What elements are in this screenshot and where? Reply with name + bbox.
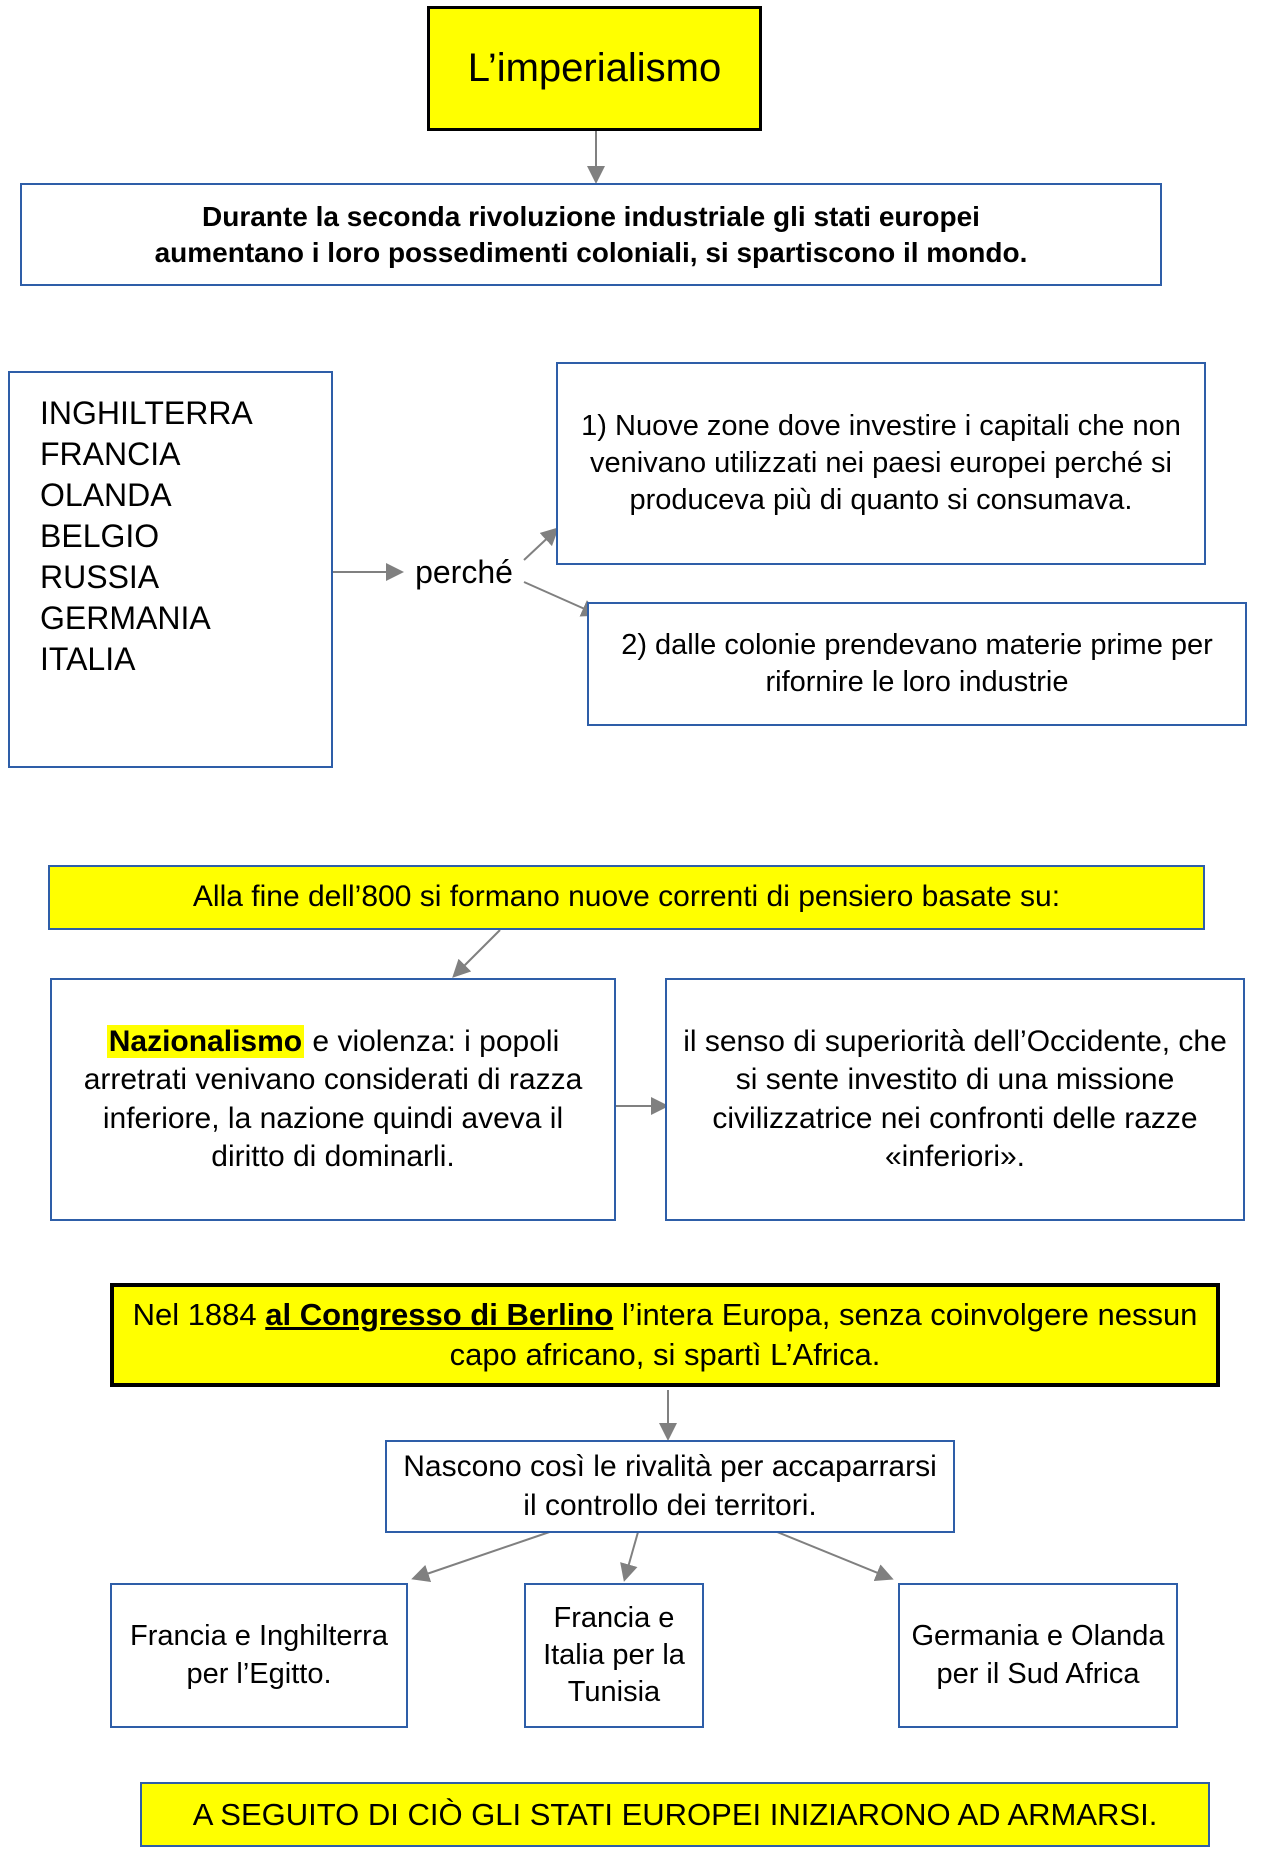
intro-line-1: Durante la seconda rivoluzione industriale gli stati europei: [202, 200, 980, 232]
nationalism-box: [50, 978, 616, 1221]
rivalry-box-south-africa: [898, 1583, 1178, 1728]
rivalry-egypt-text: Francia e Inghilterra per l’Egitto.: [130, 1620, 388, 1690]
superiority-text: il senso di superiorità dell’Occidente, che si sente investito di una missione civilizzatrice nei confronti delle razze «inferiori».: [683, 1024, 1227, 1173]
berlin-post: l’intera Europa, senza coinvolgere nessun capo africano, si spartì L’Africa.: [449, 1297, 1198, 1372]
superiority-box: [665, 978, 1245, 1221]
arrow-currents-to-nationalism: [455, 930, 500, 975]
country-item: OLANDA: [40, 476, 172, 513]
title-box: [427, 6, 762, 131]
reason-one-box: [556, 362, 1206, 565]
footer-text: A SEGUITO DI CIÒ GLI STATI EUROPEI INIZIARONO AD ARMARSI.: [192, 1796, 1158, 1832]
country-item: ITALIA: [40, 640, 136, 677]
berlin-text: [130, 1295, 1200, 1374]
reason-two-box: [587, 602, 1247, 726]
currents-header-text: Alla fine dell’800 si formano nuove correnti di pensiero basate su:: [192, 880, 1061, 914]
berlin-underlined: al Congresso di Berlino: [265, 1297, 614, 1333]
country-item: INGHILTERRA: [40, 395, 253, 431]
countries-box: [8, 371, 333, 768]
arrow-perche-to-reason2: [524, 582, 596, 614]
intro-line-2: aumentano i loro possedimenti coloniali, si spartiscono il mondo.: [154, 236, 1028, 268]
rivalry-box-egypt: [110, 1583, 408, 1728]
rivalries-box: [385, 1440, 955, 1533]
nationalism-text: [70, 1023, 596, 1177]
rivalry-south-africa-text: Germania e Olanda per il Sud Africa: [911, 1620, 1165, 1690]
arrow-perche-to-reason1: [524, 530, 556, 560]
perche-label: [404, 550, 524, 594]
title-text: L’imperialismo: [467, 45, 722, 90]
reason-two-text: 2) dalle colonie prendevano materie prime per rifornire le loro industrie: [621, 628, 1213, 698]
nationalism-rest: e violenza: i popoli arretrati venivano considerati di razza inferiore, la nazione quindi aveva il diritto di dominarli.: [83, 1024, 583, 1173]
country-item: FRANCIA: [40, 435, 181, 472]
country-item: RUSSIA: [40, 558, 160, 595]
country-item: BELGIO: [40, 517, 160, 554]
berlin-pre: Nel 1884: [132, 1297, 266, 1333]
rivalries-text: Nascono così le rivalità per accaparrarsi il controllo dei territori.: [403, 1450, 937, 1522]
perche-text: perché: [415, 553, 513, 590]
rivalry-tunisia-text: Francia e Italia per la Tunisia: [543, 1601, 685, 1709]
berlin-box: [110, 1283, 1220, 1387]
country-item: GERMANIA: [40, 599, 211, 636]
reason-one-text: 1) Nuove zone dove investire i capitali che non venivano utilizzati nei paesi europei perché si produceva più di quanto si consumava.: [581, 409, 1181, 517]
intro-box: [20, 183, 1162, 286]
nationalism-highlight: Nazionalismo: [108, 1024, 303, 1058]
rivalry-box-tunisia: [524, 1583, 704, 1728]
currents-header-box: [48, 865, 1205, 930]
footer-box: [140, 1782, 1210, 1847]
